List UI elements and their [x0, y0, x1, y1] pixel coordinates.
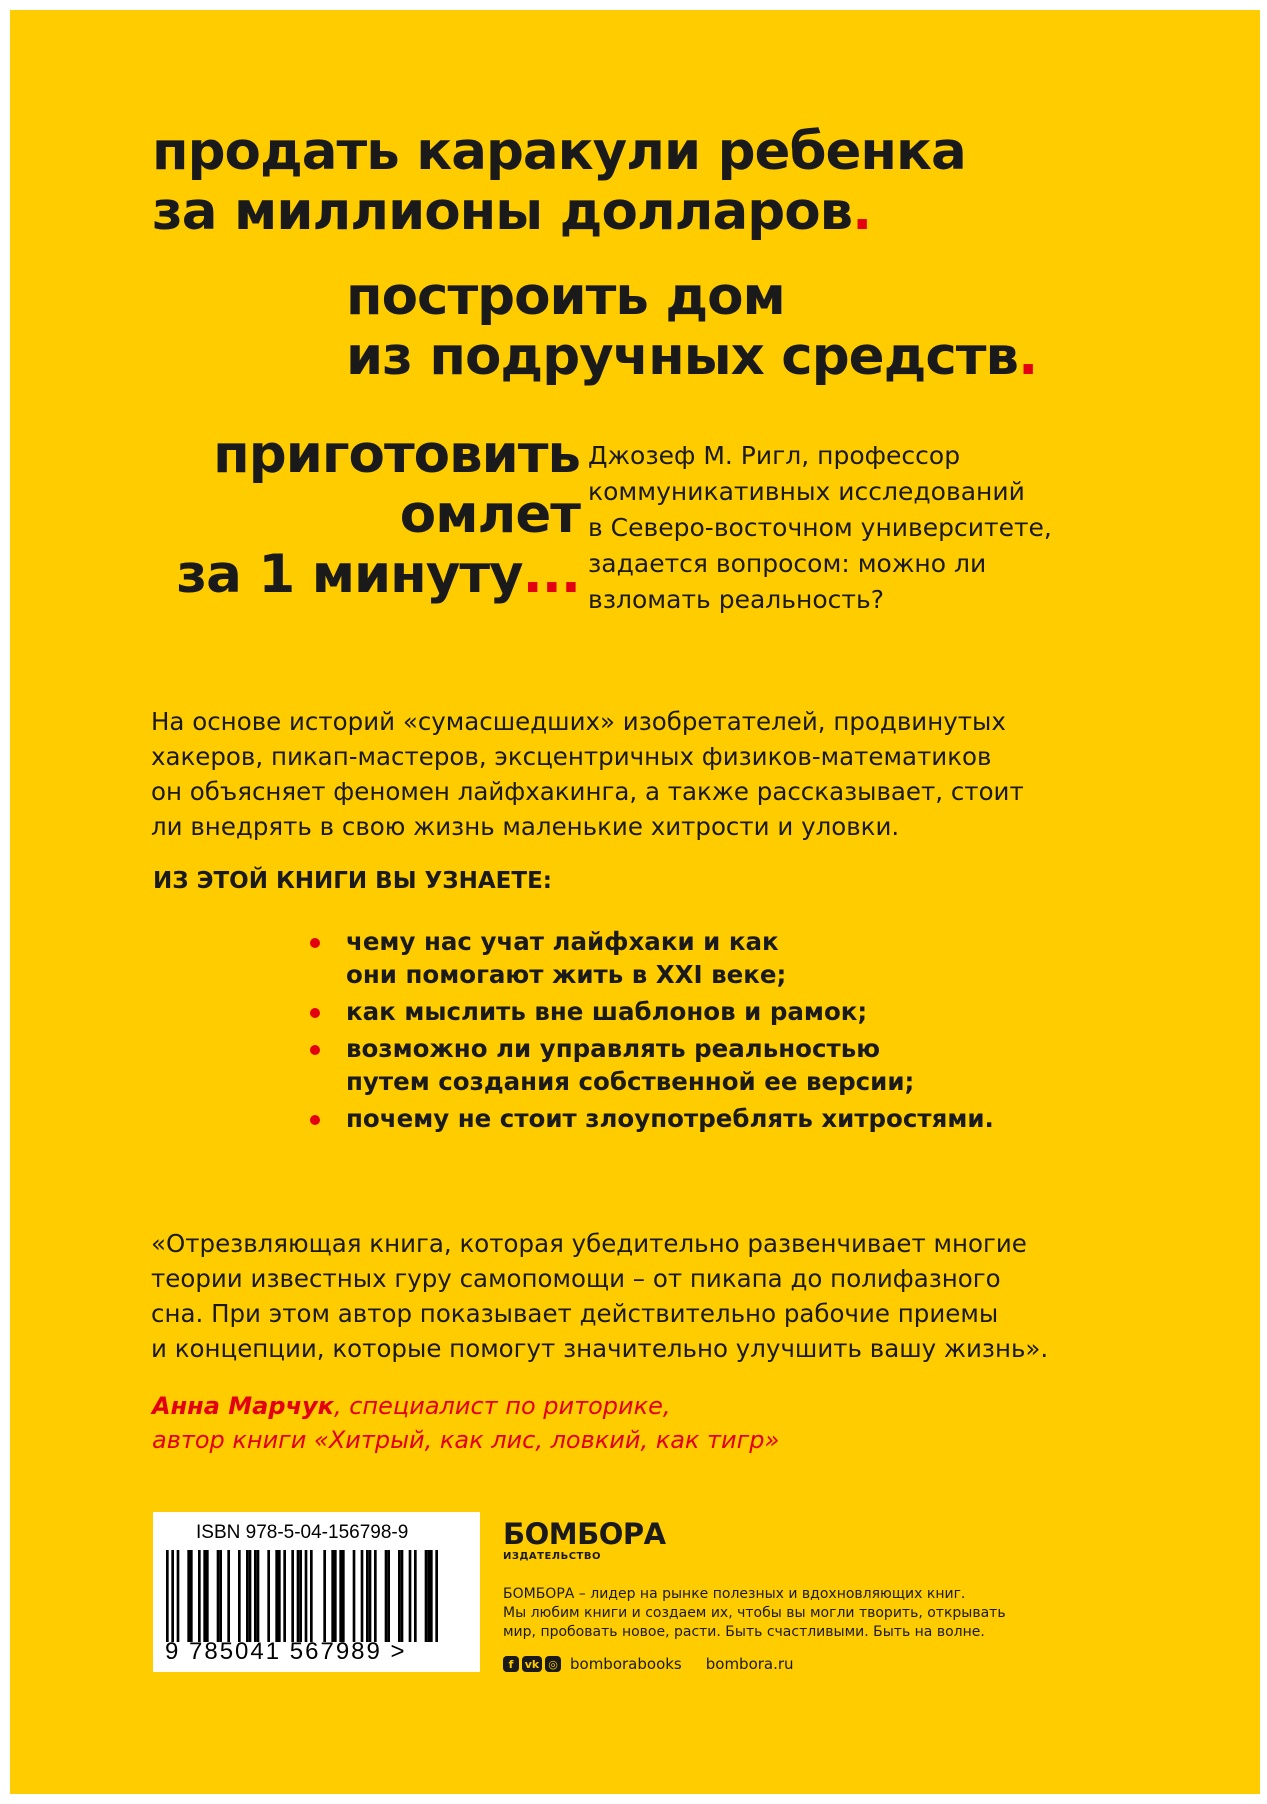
bullet-dot-icon — [310, 1115, 320, 1125]
quote-attribution — [152, 1389, 779, 1457]
publisher-desc-line: мир, пробовать новое, расти. Быть счастливыми. Быть на волне. — [503, 1624, 985, 1640]
publisher-desc-line: БОМБОРА – лидер на рынке полезных и вдохновляющих книг. — [503, 1586, 966, 1602]
barcode-bar — [414, 1550, 417, 1642]
barcode-bar — [305, 1550, 308, 1642]
publisher-description — [503, 1585, 1006, 1642]
bullet-dot-icon — [310, 1008, 320, 1018]
learn-heading: ИЗ ЭТОЙ КНИГИ ВЫ УЗНАЕТЕ: — [153, 868, 552, 894]
barcode-digits: 9 785041 567989 > — [165, 1638, 407, 1665]
headline-build-house — [346, 267, 1037, 387]
barcode-bar — [257, 1550, 260, 1642]
barcode-bar — [246, 1550, 249, 1642]
author-intro — [588, 438, 1052, 618]
isbn-barcode — [153, 1512, 480, 1672]
barcode-bar — [310, 1550, 313, 1642]
barcode-bar — [249, 1550, 252, 1642]
headline-cook-omelet — [150, 425, 580, 605]
learn-item-line: возможно ли управлять реальностью — [346, 1034, 881, 1063]
barcode-bar — [190, 1550, 193, 1642]
learn-list — [310, 925, 994, 1139]
social-handle[interactable]: bomborabooks — [570, 1655, 682, 1673]
quote-line: теории известных гуру самопомощи – от пикапа до полифазного — [151, 1264, 1001, 1293]
headline-line — [346, 327, 1037, 387]
headline-text: за 1 минуту — [176, 544, 523, 605]
barcode-bar — [398, 1550, 401, 1642]
headline-line: приготовить — [213, 424, 580, 485]
headline-line: продать каракули ребенка — [152, 121, 966, 182]
barcode-bar — [299, 1550, 302, 1642]
barcode-bars-icon — [166, 1550, 438, 1642]
barcode-bar — [385, 1550, 388, 1642]
headline-line: омлет — [399, 484, 580, 545]
barcode-bar — [203, 1550, 206, 1642]
description-line: хакеров, пикап-мастеров, эксцентричных физиков-математиков — [151, 742, 992, 771]
reviewer-role: , специалист по риторике, — [333, 1392, 671, 1420]
headline-text: за миллионы долларов — [152, 181, 853, 242]
barcode-bar — [339, 1550, 342, 1642]
barcode-bar — [206, 1550, 209, 1642]
publisher-desc-line: Мы любим книги и создаем их, чтобы вы могли творить, открывать — [503, 1605, 1006, 1621]
barcode-bar — [283, 1550, 286, 1642]
barcode-bar — [387, 1550, 390, 1642]
barcode-bar — [238, 1550, 241, 1642]
barcode-bar — [198, 1550, 201, 1642]
barcode-bar — [166, 1550, 169, 1642]
barcode-bar — [278, 1550, 281, 1642]
barcode-bar — [374, 1550, 377, 1642]
intro-line: Джозеф М. Ригл, профессор — [588, 441, 961, 470]
publisher-logo-block — [503, 1517, 666, 1562]
isbn-label: ISBN 978-5-04-156798-9 — [196, 1522, 409, 1543]
barcode-bar — [427, 1550, 430, 1642]
quote-line: и концепции, которые помогут значительно улучшить вашу жизнь». — [151, 1334, 1049, 1363]
barcode-bar — [334, 1550, 337, 1642]
barcode-bar — [187, 1550, 190, 1642]
barcode-bar — [227, 1550, 230, 1642]
barcode-bar — [435, 1550, 438, 1642]
headline-sell-scribbles — [152, 122, 966, 242]
barcode-bar — [425, 1550, 428, 1642]
headline-line — [152, 182, 966, 242]
intro-line: коммуникативных исследований — [588, 477, 1025, 506]
learn-item-line: они помогают жить в XXI веке; — [346, 960, 787, 989]
learn-item — [310, 925, 994, 991]
learn-item — [310, 1102, 994, 1135]
description-line: На основе историй «сумасшедших» изобретателей, продвинутых — [151, 707, 1006, 736]
intro-line: в Северо-восточном университете, — [588, 513, 1052, 542]
intro-line: взломать реальность? — [588, 585, 884, 614]
barcode-bar — [254, 1550, 257, 1642]
quote-line: «Отрезвляющая книга, которая убедительно развенчивает многие — [151, 1229, 1027, 1258]
headline-line: построить дом — [346, 266, 785, 327]
facebook-icon[interactable]: f — [503, 1656, 519, 1672]
quote-line: сна. При этом автор показывает действительно рабочие приемы — [151, 1299, 999, 1328]
headline-text: из подручных средств — [346, 326, 1019, 387]
barcode-bar — [171, 1550, 174, 1642]
barcode-bar — [430, 1550, 433, 1642]
barcode-bar — [366, 1550, 369, 1642]
learn-item-line: путем создания собственной ее версии; — [346, 1067, 915, 1096]
red-dot: . — [852, 181, 872, 242]
attribution-line — [152, 1389, 779, 1423]
barcode-bar — [217, 1550, 220, 1642]
bullet-dot-icon — [310, 938, 320, 948]
barcode-bar — [361, 1550, 364, 1642]
barcode-bar — [275, 1550, 278, 1642]
publisher-subtitle: ИЗДАТЕЛЬСТВО — [503, 1551, 601, 1562]
publisher-logo: БОМБОРА — [503, 1517, 666, 1551]
barcode-bar — [353, 1550, 356, 1642]
learn-item-line: как мыслить вне шаблонов и рамок; — [346, 997, 868, 1026]
barcode-bar — [401, 1550, 404, 1642]
publisher-social — [503, 1655, 794, 1673]
learn-item — [310, 995, 994, 1028]
barcode-bar — [342, 1550, 345, 1642]
learn-item-line: чему нас учат лайфхаки и как — [346, 927, 779, 956]
review-quote — [151, 1226, 1048, 1366]
barcode-bar — [177, 1550, 180, 1642]
reviewer-name: Анна Марчук — [152, 1392, 334, 1420]
attribution-line: автор книги «Хитрый, как лис, ловкий, как тигр» — [152, 1426, 780, 1454]
book-description — [151, 704, 1024, 844]
description-line: ли внедрять в свою жизнь маленькие хитрости и уловки. — [151, 812, 900, 841]
book-back-cover — [10, 10, 1260, 1794]
vk-icon[interactable]: vk — [522, 1656, 542, 1672]
barcode-bar — [219, 1550, 222, 1642]
bullet-dot-icon — [310, 1045, 320, 1055]
barcode-bar — [323, 1550, 326, 1642]
barcode-bar — [331, 1550, 334, 1642]
publisher-website[interactable]: bombora.ru — [705, 1655, 794, 1673]
red-ellipsis: ... — [522, 544, 580, 605]
barcode-bar — [297, 1550, 300, 1642]
barcode-bar — [409, 1550, 412, 1642]
learn-item — [310, 1032, 994, 1098]
intro-line: задается вопросом: можно ли — [588, 549, 987, 578]
barcode-bar — [369, 1550, 372, 1642]
red-dot: . — [1018, 326, 1038, 387]
barcode-bar — [267, 1550, 270, 1642]
learn-item-line: почему не стоит злоупотреблять хитростями. — [346, 1104, 994, 1133]
instagram-icon[interactable]: ◎ — [545, 1656, 561, 1672]
headline-line — [150, 545, 580, 605]
barcode-bar — [291, 1550, 294, 1642]
description-line: он объясняет феномен лайфхакинга, а также рассказывает, стоит — [151, 777, 1024, 806]
